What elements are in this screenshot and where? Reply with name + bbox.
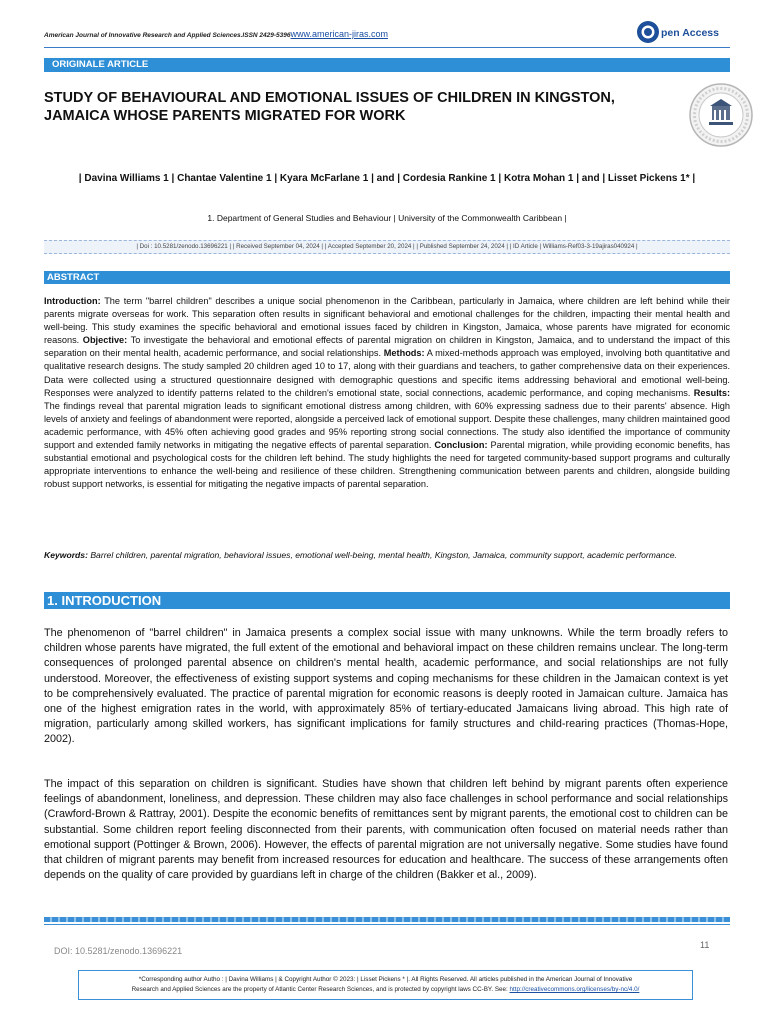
doi-footer: DOI: 10.5281/zenodo.13696221 [54, 946, 183, 956]
conclusion-text: Parental migration, while providing economic benefits, has substantial emotional and psychological costs for the children left behind. The study highlights the need for targeted community-based support programs and culturally appropriate interventions to enhance the well-being and resilience of these children. Strengthening communication between parents and children, alongside building robust support networks, is essential for mitigating the negative impacts of parental separation. [44, 440, 730, 490]
keywords [44, 549, 730, 561]
methods-text: A mixed-methods approach was employed, involving both quantitative and qualitative research designs. The study sampled 20 children aged 10 to 17, along with their guardians and teachers, to gather comprehensive data on their experiences. Data were collected using a structured questionnaire designed with demographic questions and specific items addressing behavioral and emotional well-being. Responses were analyzed to identify patterns related to the children's emotional state, social connections, academic performance, and coping mechanisms. [44, 348, 730, 398]
keywords-label: Keywords: [44, 550, 88, 560]
copyright-footer [78, 970, 693, 1000]
intro-text: The term "barrel children" describes a unique social phenomenon in the Caribbean, particularly in Jamaica, where children are left behind while their parents migrate overseas for work. This separation often results in significant behavioral and emotional challenges for the children, impacting their mental health and well-being. This study examines the specific behavioral and emotional issues faced by children in Kingston, Jamaica, whose parents have migrated for economic reasons. [44, 296, 730, 346]
objective-label: Objective: [82, 335, 128, 346]
introduction-heading: 1. INTRODUCTION [44, 592, 730, 609]
journal-header [44, 29, 388, 39]
affiliation: 1. Department of General Studies and Behaviour | University of the Commonwealth Caribbean | [207, 213, 567, 223]
oa-text: pen Access [661, 27, 719, 39]
footer-line-1: *Corresponding author Autho : | Davina Williams | & Copyright Author © 2023: | Lisset Pickens * |. All Rights Reserved. All articles published in the American Journal of Innovative [138, 976, 633, 983]
journal-seal-logo [688, 82, 754, 148]
footer-line-2-text: Research and Applied Sciences are the property of Atlantic Center Research Sciences, and is protected by copyright laws CC-BY. See: [131, 986, 510, 993]
intro-paragraph-2: The impact of this separation on children is significant. Studies have shown that children left behind by migrant parents often experience feelings of abandonment, loneliness, and depression. These children may also face challenges in school performance and social relationships (Crawford-Brown & Rattray, 2001). Despite the economic benefits of remittances sent by migrant parents, the emotional cost to children can be substantial. Some children report feeling disconnected from their parents, with communication often focused on material needs rather than emotional support (Pottinger & Brown, 2006). However, the effects of parental migration are not universally negative. Some studies have found that children of migrant parents may benefit from increased resources for education and healthcare. The success of these arrangements often depends on the quality of care provided by guardians left in charge of the children (Bakker et al., 2009). [44, 778, 728, 882]
objective-text: To investigate the behavioral and emotional effects of parental migration on children in Kingston, Jamaica, and to understand the impact of this separation on their mental health, academic performance, and social relationships. [44, 335, 730, 359]
page-number: 11 [700, 940, 710, 950]
license-link[interactable]: http://creativecommons.org/licenses/by-nc/4.0/ [509, 986, 640, 993]
footer-rule-thin [44, 924, 730, 925]
article-title: STUDY OF BEHAVIOURAL AND EMOTIONAL ISSUES OF CHILDREN IN KINGSTON, JAMAICA WHOSE PARENTS MIGRATED FOR WORK [44, 90, 615, 124]
results-label: Results: [693, 387, 730, 398]
article-metadata: | Doi : 10.5281/zenodo.13696221 | | Received September 04, 2024 | | Accepted September 20, 2024 | | Published September 24, 2024 | | ID Article | Williams-Ref03-3-19ajiras040924 | [44, 240, 730, 254]
conclusion-label: Conclusion: [434, 440, 488, 451]
journal-info: American Journal of Innovative Research and Applied Sciences.ISSN 2429-5396 [44, 32, 291, 39]
footer-line-2 [79, 985, 692, 995]
footer-rule [44, 917, 730, 922]
intro-label: Introduction: [44, 296, 101, 306]
article-type-bar: ORIGINALE ARTICLE [44, 58, 730, 72]
author-list: | Davina Williams 1 | Chantae Valentine 1 | Kyara McFarlane 1 | and | Cordesia Rankine 1 | Kotra Mohan 1 | and | Lisset Pickens 1* | [78, 173, 696, 184]
open-access-logo [635, 18, 730, 46]
intro-paragraph-1: The phenomenon of "barrel children" in Jamaica presents a complex social issue with many unknowns. While the term broadly refers to children whose parents have migrated, the full extent of the emotional and behavioral impact on these children remains unclear. The long-term consequences of prolonged parental absence on children's mental health, academic performance, and social relationships are not fully understood. Moreover, the effectiveness of existing support systems and coping mechanisms for these children in the Jamaican context is yet to be comprehensively evaluated. The practice of parental migration for economic reasons is deeply rooted in Jamaican culture. Jamaica has one of the highest emigration rates in the world, with approximately 85% of tertiary-educated Jamaicans living abroad. This high rate of migration, particularly among skilled workers, has significant implications for family structures and child-rearing practices (Thomas-Hope, 2002). [44, 627, 728, 746]
keywords-text: Barrel children, parental migration, behavioral issues, emotional well-being, mental health, Kingston, Jamaica, community support, academic performance. [87, 550, 677, 560]
methods-label: Methods: [383, 348, 425, 359]
journal-url-link[interactable]: www.american-jiras.com [290, 29, 389, 39]
header-rule [44, 47, 730, 48]
abstract-heading: ABSTRACT [44, 271, 730, 284]
results-text: The findings reveal that parental migration leads to significant emotional distress among children, with 60% expressing sadness due to their parents' absence. High levels of anxiety and feelings of abandonment were reported, alongside a perceived lack of emotional support. Despite these challenges, many children maintained good academic performance, with 45% often achieving good grades and 95% reporting strong social connections. The study also identified the importance of community support and extended family networks in mitigating the negative effects of parental separation. [44, 400, 730, 451]
abstract-body [44, 295, 730, 491]
